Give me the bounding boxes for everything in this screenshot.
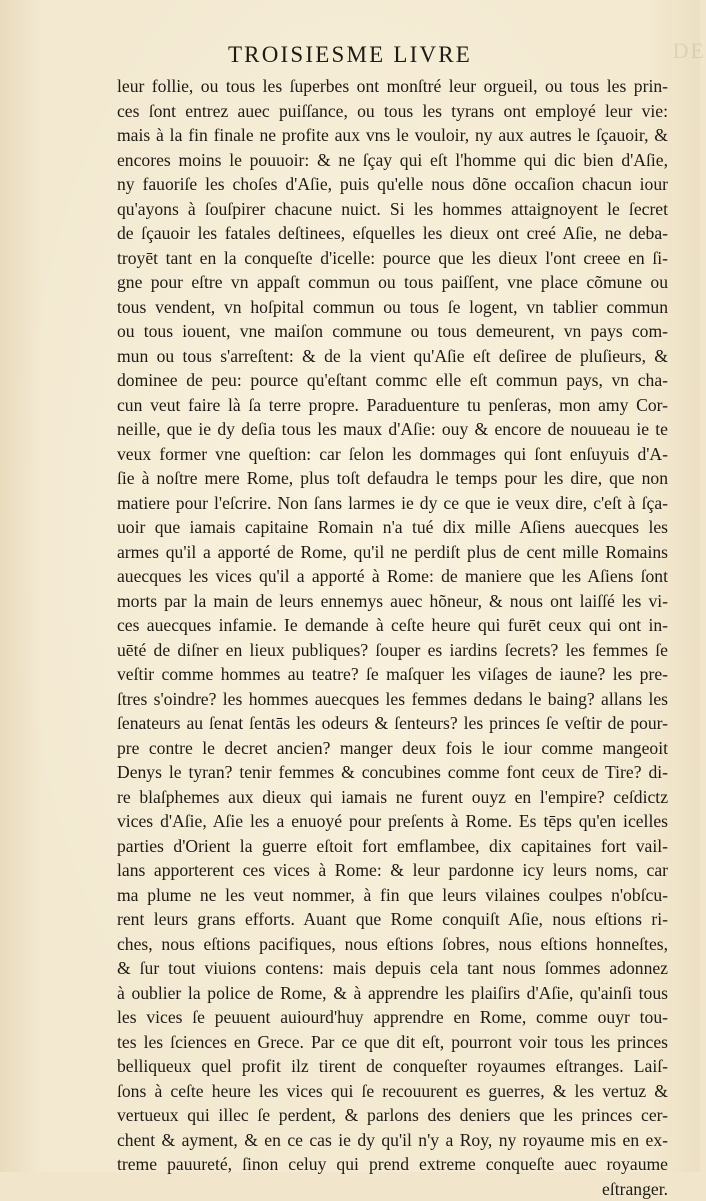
text-line: ſtres s'oindre? les hommes auecques les femmes dedans le baing? allans les — [117, 687, 668, 712]
text-line: dominee de peu: pource qu'eſtant commc elle eſt commun pays, vn cha- — [117, 368, 668, 393]
text-line: parties d'Orient la guerre eſtoit fort emflambee, dix capitaines fort vail- — [117, 834, 668, 859]
text-line: veſtir comme hommes au teatre? ſe maſquer les viſages de iaune? les pre- — [117, 662, 668, 687]
text-line: ma plume ne les veut nommer, à fin que leurs vilaines coulpes n'obſcu- — [117, 883, 668, 908]
text-line: uoir que iamais capitaine Romain n'a tué dix mille Aſiens auecques les — [117, 515, 668, 540]
text-line: cun veut faire là ſa terre propre. Paraduenture tu penſeras, mon amy Cor- — [117, 393, 668, 418]
text-line: les vices ſe peuuent auiourd'huy apprendre en Rome, comme ouyr tou- — [117, 1005, 668, 1030]
text-line: ny fauoriſe les choſes d'Aſie, puis qu'elle nous dõne occaſion chacun iour — [117, 172, 668, 197]
text-line: ou tous iouent, vne maiſon commune ou tous demeurent, vn pays com- — [117, 319, 668, 344]
text-line: vertueux qui illec ſe perdent, & parlons des deniers que les princes cer- — [117, 1103, 668, 1128]
text-line: ches, nous eſtions pacifiques, nous eſtions ſobres, nous eſtions honneſtes, — [117, 932, 668, 957]
text-line: mun ou tous s'arreſtent: & de la vient qu'Aſie eſt deſiree de pluſieurs, & — [117, 344, 668, 369]
text-line: uēté de diſner en lieux publiques? ſouper es iardins ſecrets? les femmes ſe — [117, 638, 668, 663]
text-line: troyēt tant en la conqueſte d'icelle: pource que les dieux l'ont creee en ſi- — [117, 246, 668, 271]
text-line: encores moins le pouuoir: & ne ſçay qui eſt l'homme qui dic bien d'Aſie, — [117, 148, 668, 173]
text-line: Denys le tyran? tenir femmes & concubines comme font ceux de Tire? di- — [117, 760, 668, 785]
text-line: tous vendent, vn hoſpital commun ou tous ſe logent, vn tablier commun — [117, 295, 668, 320]
text-line: rent leurs grans efforts. Auant que Rome conquiſt Aſie, nous eſtions ri- — [117, 907, 668, 932]
text-line: treme pauureté, ſinon celuy qui prend extreme conqueſte auec royaume — [117, 1152, 668, 1177]
text-line: ces auecques infamie. Ie demande à ceſte heure qui furēt ceux qui ont in- — [117, 613, 668, 638]
text-line: vices d'Aſie, Aſie les a enuoyé pour preſents à Rome. Es tēps qu'en icelles — [117, 809, 668, 834]
text-line: ces ſont entrez auec puiſſance, ou tous les tyrans ont employé leur vie: — [117, 99, 668, 124]
text-line: qu'ayons à ſouſpirer chacune nuict. Si les hommes attaignoyent le ſecret — [117, 197, 668, 222]
text-line: ſons à ceſte heure les vices qui ſe recouurent es guerres, & les vertuz & — [117, 1079, 668, 1104]
text-line: belliqueux quel profit ilz tirent de conqueſter royaumes eſtranges. Laiſ- — [117, 1054, 668, 1079]
text-line: leur follie, ou tous les ſuperbes ont monſtré leur orgueil, ou tous les prin- — [117, 74, 668, 99]
text-line: veux former vne queſtion: car ſelon les dommages qui ſont enſuyuis d'A- — [117, 442, 668, 467]
text-line: armes qu'il a apporté de Rome, qu'il ne perdiſt plus de cent mille Romains — [117, 540, 668, 565]
body-text — [117, 74, 668, 1201]
text-line: ſie à noſtre mere Rome, plus toſt defaudra le temps pour les dire, que non — [117, 466, 668, 491]
text-line: matiere pour l'eſcrire. Non ſans larmes ie dy ce que ie veux dire, c'eſt à ſça- — [117, 491, 668, 516]
text-line: lans apporterent ces vices à Rome: & leur pardonne icy leurs noms, car — [117, 858, 668, 883]
text-line: mais à la fin finale ne profite aux vns le vouloir, ny aux autres le ſçauoir, & — [117, 123, 668, 148]
text-line: pre contre le decret ancien? manger deux fois le iour comme mangeoit — [117, 736, 668, 761]
text-line: de ſçauoir les fatales deſtinees, eſquelles les dieux ont creé Aſie, ne deba- — [117, 221, 668, 246]
text-line: tes les ſciences en Grece. Par ce que dit eſt, pourront voir tous les princes — [117, 1030, 668, 1055]
text-line: re blaſphemes aux dieux qui iamais ne furent ouyz en l'empire? ceſdictz — [117, 785, 668, 810]
text-line: eſtranger. — [117, 1177, 668, 1201]
running-head-title: TROISIESME LIVRE — [0, 42, 700, 68]
text-line: à oublier la police de Rome, & à apprendre les plaiſirs d'Aſie, qu'ainſi tous — [117, 981, 668, 1006]
text-line: morts par la main de leurs ennemys auec hõneur, & nous ont laiſſé les vi- — [117, 589, 668, 614]
text-line: ſenateurs au ſenat ſentās les odeurs & ſenteurs? les princes ſe veſtir de pour- — [117, 711, 668, 736]
text-line: auecques les vices qu'il a apporté à Rome: de maniere que les Aſiens ſont — [117, 564, 668, 589]
facing-page-bleed-through: DE — [673, 38, 706, 64]
text-line: neille, que ie dy deſia tous les maux d'Aſie: ouy & encore de nouueau ie te — [117, 417, 668, 442]
text-line: chent & ayment, & en ce cas ie dy qu'il n'y a Roy, ny royaume mis en ex- — [117, 1128, 668, 1153]
text-line: & ſur tout viuions contens: mais depuis cela tant nous ſommes adonnez — [117, 956, 668, 981]
text-line: gne pour eſtre vn appaſt commun ou tous paiſſent, vne place cõmune ou — [117, 270, 668, 295]
